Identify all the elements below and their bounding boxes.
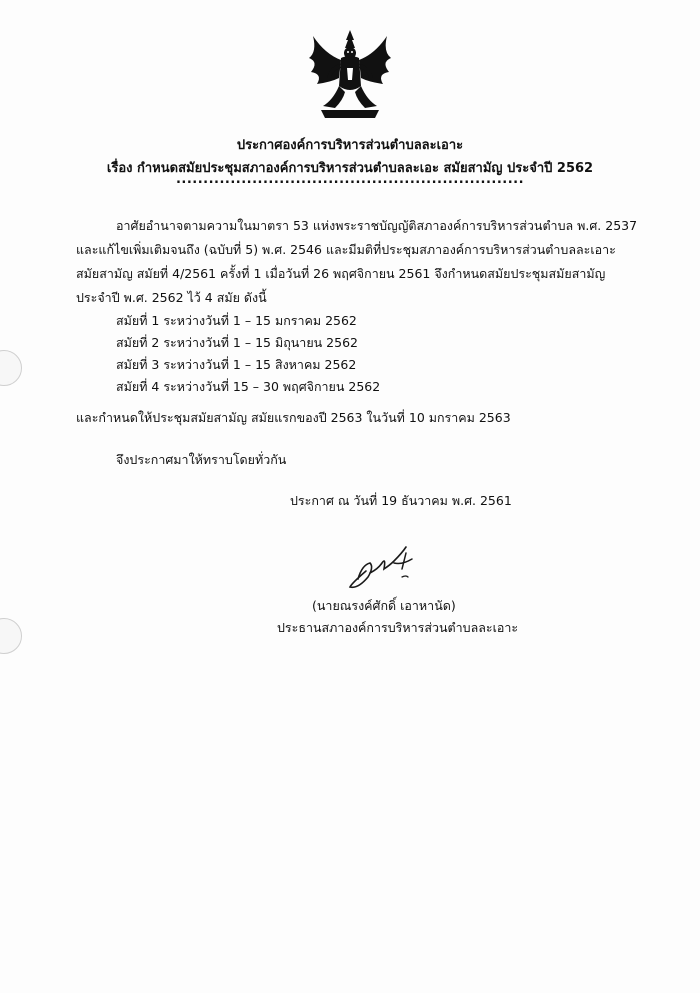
signer-position: ประธานสภาองค์การบริหารส่วนตำบลละเอาะ: [277, 620, 519, 635]
punch-hole-top: [0, 350, 22, 386]
para1-line-4: ประจำปี พ.ศ. 2562 ไว้ 4 สมัย ดังนี้: [76, 290, 267, 305]
garuda-emblem-icon: [303, 28, 397, 122]
title-separator: ................................................................: [175, 172, 525, 187]
para1-line-2: และแก้ไขเพิ่มเติมจนถึง (ฉบับที่ 5) พ.ศ. 2546 และมีมติที่ประชุมสภาองค์การบริหารส่วนตำบลละเอาะ: [76, 242, 616, 257]
announcement-date: ประกาศ ณ วันที่ 19 ธันวาคม พ.ศ. 2561: [290, 493, 512, 508]
subject-line: เรื่อง กำหนดสมัยประชุมสภาองค์การบริหารส่วนตำบลละเอะ สมัยสามัญ ประจำปี 2562: [106, 161, 594, 176]
session-item-2: สมัยที่ 2 ระหว่างวันที่ 1 – 15 มิถุนายน 2562: [116, 335, 358, 350]
signature-icon: [344, 543, 428, 591]
org-title: ประกาศองค์การบริหารส่วนตำบลละเอาะ: [236, 138, 464, 153]
first-session-2563: และกำหนดให้ประชุมสมัยสามัญ สมัยแรกของปี 2563 ในวันที่ 10 มกราคม 2563: [76, 410, 511, 425]
punch-hole-bottom: [0, 618, 22, 654]
announcement-line: จึงประกาศมาให้ทราบโดยทั่วกัน: [116, 452, 287, 467]
session-item-3: สมัยที่ 3 ระหว่างวันที่ 1 – 15 สิงหาคม 2562: [116, 357, 357, 372]
para1-line-3: สมัยสามัญ สมัยที่ 4/2561 ครั้งที่ 1 เมื่อวันที่ 26 พฤศจิกายน 2561 จึงกำหนดสมัยประชุมสมัยสามัญ: [76, 266, 606, 281]
signer-name: (นายณรงค์ศักดิ์ เอาหานัด): [312, 598, 456, 613]
session-item-4: สมัยที่ 4 ระหว่างวันที่ 15 – 30 พฤศจิกายน 2562: [116, 379, 381, 394]
session-item-1: สมัยที่ 1 ระหว่างวันที่ 1 – 15 มกราคม 2562: [116, 313, 357, 328]
para1-line-1: อาศัยอำนาจตามความในมาตรา 53 แห่งพระราชบัญญัติสภาองค์การบริหารส่วนตำบล พ.ศ. 2537: [116, 218, 638, 233]
